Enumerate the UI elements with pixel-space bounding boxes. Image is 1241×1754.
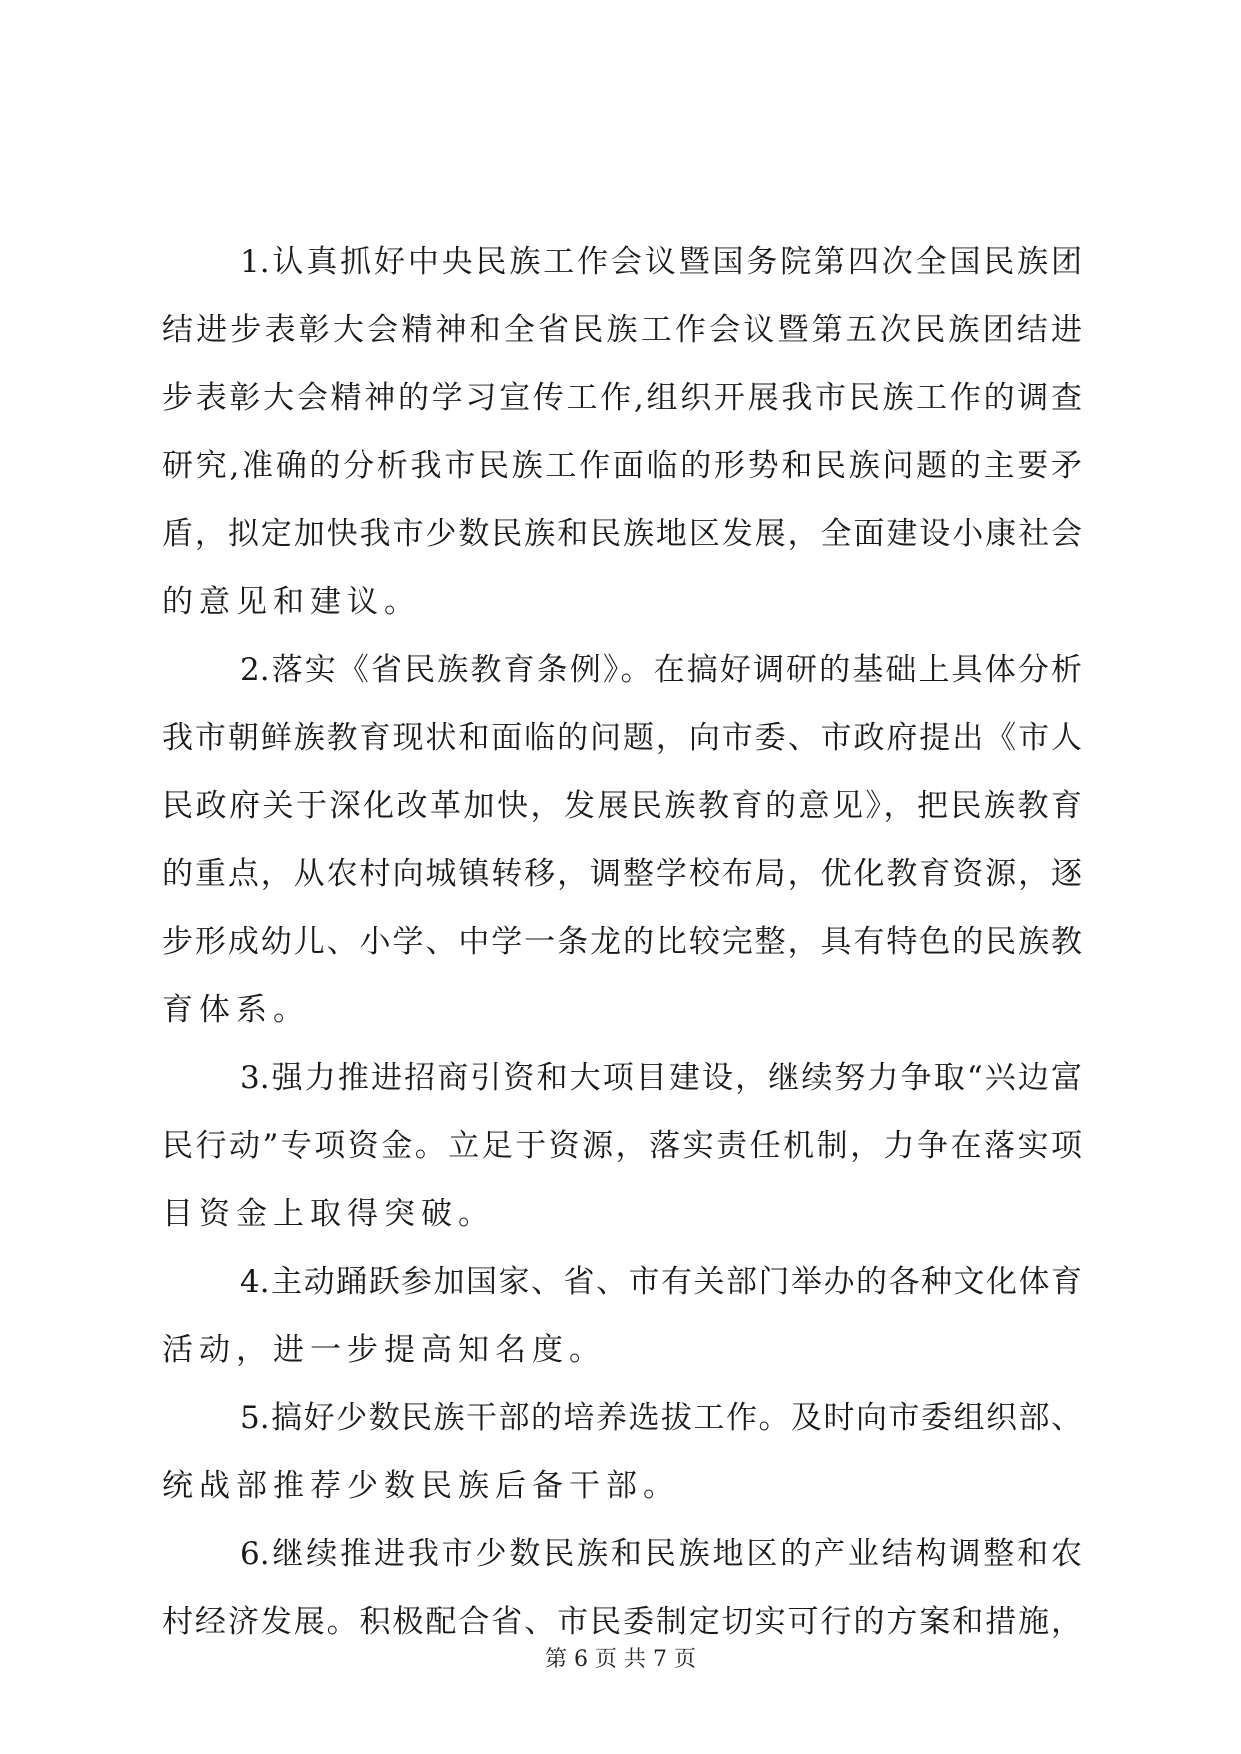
paragraph-1 xyxy=(162,228,1082,636)
paragraph-3 xyxy=(162,1044,1082,1248)
paragraph-2 xyxy=(162,636,1082,1044)
text-line: 研究,准确的分析我市民族工作面临的形势和民族问题的主要矛 xyxy=(162,448,1082,484)
text-line: 5.搞好少数民族干部的培养选拔工作。及时向市委组织部、 xyxy=(240,1400,1082,1436)
text-line: 的重点，从农村向城镇转移，调整学校布局，优化教育资源，逐 xyxy=(162,856,1082,892)
text-line: 目资金上取得突破。 xyxy=(162,1196,495,1232)
text-line: 2.落实《省民族教育条例》。在搞好调研的基础上具体分析 xyxy=(240,652,1082,688)
text-line: 6.继续推进我市少数民族和民族地区的产业结构调整和农 xyxy=(240,1536,1082,1572)
text-line: 盾，拟定加快我市少数民族和民族地区发展，全面建设小康社会 xyxy=(162,516,1082,552)
text-line: 村经济发展。积极配合省、市民委制定切实可行的方案和措施， xyxy=(162,1604,1082,1640)
text-line: 步形成幼儿、小学、中学一条龙的比较完整，具有特色的民族教 xyxy=(162,924,1082,960)
paragraph-5 xyxy=(162,1384,1082,1520)
text-line: 结进步表彰大会精神和全省民族工作会议暨第五次民族团结进 xyxy=(162,312,1082,348)
text-line: 1.认真抓好中央民族工作会议暨国务院第四次全国民族团 xyxy=(240,244,1082,280)
text-line: 民行动”专项资金。立足于资源，落实责任机制，力争在落实项 xyxy=(162,1128,1082,1164)
text-line: 我市朝鲜族教育现状和面临的问题，向市委、市政府提出《市人 xyxy=(162,720,1082,756)
text-line: 统战部推荐少数民族后备干部。 xyxy=(162,1468,680,1504)
text-line: 3.强力推进招商引资和大项目建设，继续努力争取“兴边富 xyxy=(240,1060,1082,1096)
text-line: 民政府关于深化改革加快，发展民族教育的意见》，把民族教育 xyxy=(162,788,1082,824)
text-line: 4.主动踊跃参加国家、省、市有关部门举办的各种文化体育 xyxy=(240,1264,1082,1300)
paragraph-4 xyxy=(162,1248,1082,1384)
text-line: 育体系。 xyxy=(162,992,310,1028)
page-number-footer: 第 6 页 共 7 页 xyxy=(545,1647,696,1672)
paragraph-6 xyxy=(162,1520,1082,1656)
text-line: 的意见和建议。 xyxy=(162,584,421,620)
body-text xyxy=(162,228,1082,1656)
text-line: 步表彰大会精神的学习宣传工作,组织开展我市民族工作的调查 xyxy=(162,380,1082,416)
text-line: 活动，进一步提高知名度。 xyxy=(162,1332,606,1368)
